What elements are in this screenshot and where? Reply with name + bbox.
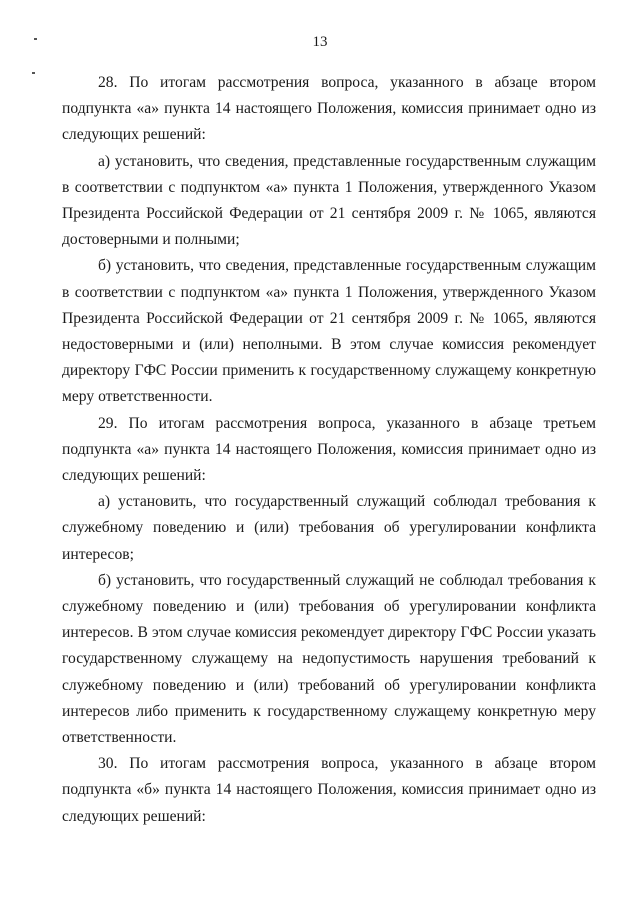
paragraph-28-a: а) установить, что сведения, представленные государственным служащим в соответствии с подпунктом «а» пункта 1 Положения, утвержденного Указом Президента Российской Федерации от 21 сентября 2009 г. № 1065, являются достоверными и полными; — [62, 152, 596, 249]
paragraph-28-b: б) установить, что сведения, представленные государственным служащим в соответствии с подпунктом «а» пункта 1 Положения, утвержденного Указом Президента Российской Федерации от 21 сентября 2009 г. № 1065, являются недостоверными и (или) неполными. В этом случае комиссия рекомендует директору ГФС России применить к государственному служащему конкретную меру ответственности. — [62, 257, 596, 406]
paragraph-29-b: б) установить, что государственный служащий не соблюдал требования к служебному поведению и (или) требования об урегулировании конфликта интересов. В этом случае комиссия рекомендует директору ГФС России указать государственному служащему на недопустимость нарушения требований к служебному поведению и (или) требований об урегулировании конфликта интересов либо применить к государственному служащему конкретную меру ответственности. — [62, 571, 596, 747]
scan-artifact — [32, 72, 35, 74]
paragraph-28: 28. По итогам рассмотрения вопроса, указанного в абзаце втором подпункта «а» пункта 14 настоящего Положения, комиссия принимает одно из следующих решений: — [62, 74, 596, 144]
paragraph-30: 30. По итогам рассмотрения вопроса, указанного в абзаце втором подпункта «б» пункта 14 настоящего Положения, комиссия принимает одно из следующих решений: — [62, 755, 596, 825]
paragraph-29-a: а) установить, что государственный служащий соблюдал требования к служебному поведению и (или) требования об урегулировании конфликта интересов; — [62, 493, 596, 563]
page-number: 13 — [312, 34, 328, 50]
document-body — [62, 70, 596, 830]
paragraph-29: 29. По итогам рассмотрения вопроса, указанного в абзаце третьем подпункта «а» пункта 14 настоящего Положения, комиссия принимает одно из следующих решений: — [62, 414, 596, 485]
